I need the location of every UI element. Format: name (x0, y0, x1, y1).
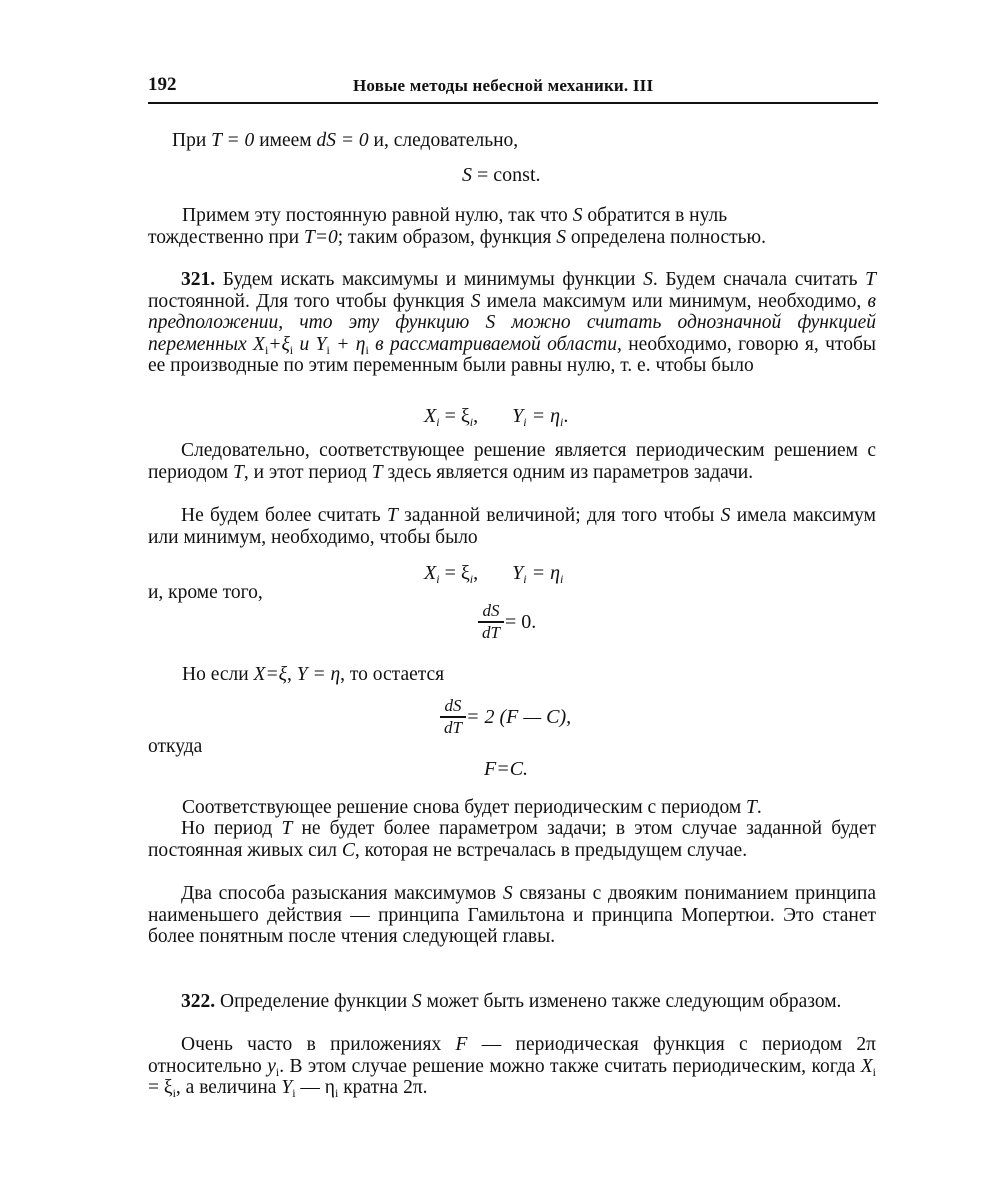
equation-ds-2fc: = 2 (F — C), (466, 706, 572, 728)
paragraph-if-x: Но если X=ξ, Y = η, то остается (182, 664, 445, 685)
equation-ds-zero: = 0. (505, 611, 537, 633)
paragraph-periodic-2pi: Очень часто в приложениях F — периодическая функция с периодом 2π относительно $y_i$. В этом случае решение можно также считать периодическим, когда $X_i = \xi_i$, а величина $Y_i$ — $\eta_i$ кратна 2π. (148, 1034, 876, 1100)
paragraph-energy-constant: Но период T не будет более параметром задачи; в этом случае заданной будет постоянная живых сил C, которая не встречалась в предыдущем случае. (148, 818, 877, 861)
fraction-ds-dt-2: dS dT (440, 697, 466, 737)
section-number: 322. (181, 991, 216, 1012)
section-number: 321. (181, 269, 216, 290)
paragraph-intro: При T = 0 имеем dS = 0 и, следовательно, (172, 130, 519, 151)
paragraph-zero-line1: Примем эту постоянную равной нулю, так что S обратится в нуль (182, 205, 728, 226)
kromet-text: и, кроме того, (148, 582, 263, 603)
section-321: 321. Будем искать максимумы и минимумы функции S. Будем сначала считать T постоянной. Для того чтобы функция S имела максимум или минимум, необходимо, в предположении, что эту функцию S можно считать однозначной функцией переменных $X_i+\xi_i$ и $Y_i + \eta_i$ в рассматриваемой области, необходимо, говорю я, чтобы ее производные по этим переменным были равны нулю, т. е. чтобы было (148, 269, 876, 376)
equation-conditions-2: $X_i = \xi_i$, $Y_i = \eta_i$ (424, 562, 564, 586)
page-number: 192 (148, 74, 177, 95)
header-rule (148, 102, 878, 104)
paragraph-least-action: Два способа разыскания максимумов S связаны с двояким пониманием принципа наименьшего действия — принципа Гамильтона и принципа Мопертюи. Это станет более понятным после чтения следующей главы. (148, 883, 876, 947)
equation-f-equals-c: F=C. (484, 758, 529, 780)
section-322: 322. Определение функции S может быть изменено также следующим образом. (181, 991, 842, 1012)
running-title: Новые методы небесной механики. III (353, 76, 654, 95)
fraction-ds-dt-1: dS dT (478, 602, 504, 642)
equation-conditions-1: $X_i = \xi_i$, $Y_i = \eta_i$. (424, 405, 569, 429)
equation-const: S = const. (462, 164, 541, 186)
paragraph-periodic: Следовательно, соответствующее решение является периодическим решением с периодом T, и этот период T здесь является одним из параметров задачи. (148, 440, 876, 483)
page-header (0, 72, 997, 106)
otkuda-text: откуда (148, 736, 203, 757)
paragraph-again-periodic: Соответствующее решение снова будет периодическим с периодом T. (182, 797, 762, 818)
paragraph-not-given: Не будем более считать T заданной величиной; для того чтобы S имела максимум или минимум, необходимо, чтобы было (148, 505, 876, 548)
paragraph-zero-line2: тождественно при T=0; таким образом, функция S определена полностью. (148, 227, 766, 248)
